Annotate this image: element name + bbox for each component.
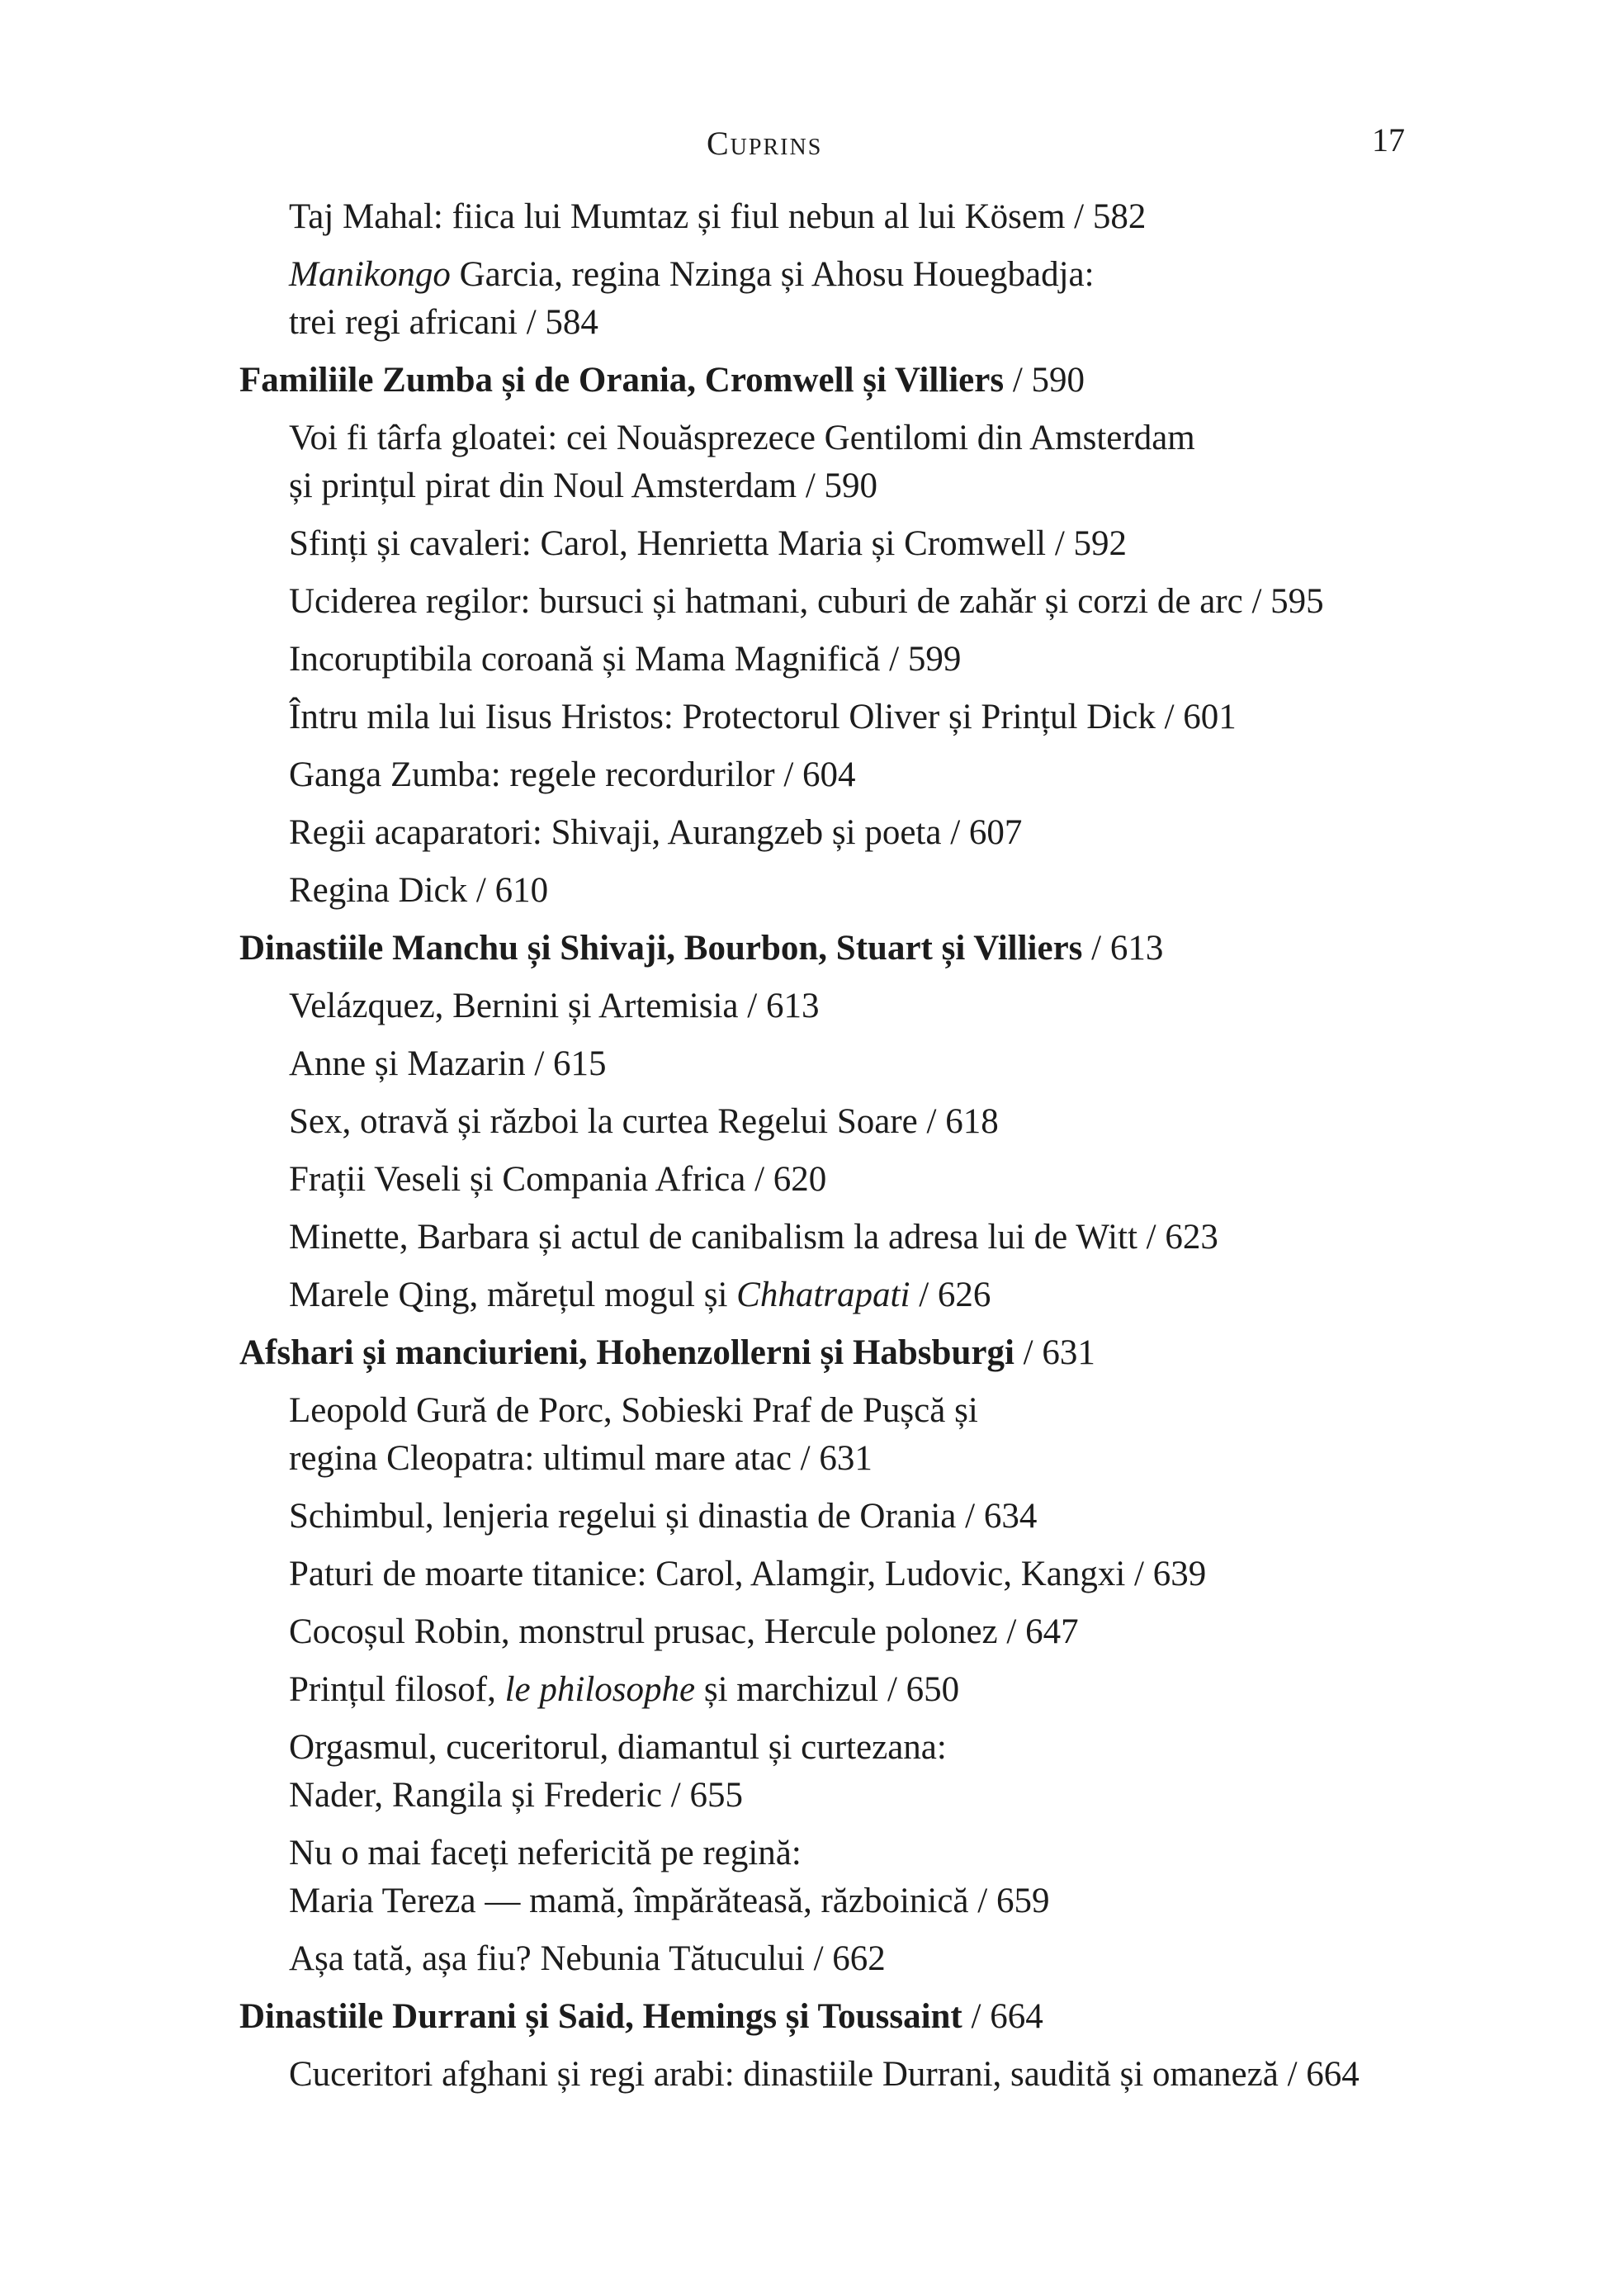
section-title: Dinastiile Manchu și Shivaji, Bourbon, Stuart și Villiers (239, 929, 1083, 968)
toc-line (289, 631, 1608, 689)
entry-text: Uciderea regilor: bursuci și hatmani, cuburi de zahăr și corzi de arc / 595 (289, 582, 1324, 621)
toc-line (289, 2046, 1608, 2104)
toc-subentry (0, 746, 1608, 804)
italic-text: Chhatrapati (736, 1276, 910, 1314)
toc-line (289, 1035, 1608, 1093)
toc-subentry (0, 188, 1608, 246)
entry-text: Voi fi târfa gloatei: cei Nouăsprezece Gentilomi din Amsterdam (289, 419, 1195, 457)
entry-text: Garcia, regina Nzinga și Ahosu Houegbadja: (450, 255, 1095, 294)
toc-subentry (0, 1930, 1608, 1988)
toc-line (289, 1877, 1608, 1925)
entry-text: Prințul filosof, (289, 1670, 505, 1709)
entry-text: Maria Tereza — mamă, împărăteasă, războinică / 659 (289, 1882, 1050, 1920)
page-number: 17 (1372, 121, 1405, 159)
table-of-contents (0, 188, 1608, 2104)
entry-text: Cuceritori afghani și regi arabi: dinastiile Durrani, saudită și omaneză / 664 (289, 2055, 1360, 2094)
toc-subentry (0, 689, 1608, 746)
entry-text: Velázquez, Bernini și Artemisia / 613 (289, 987, 820, 1025)
toc-line (289, 1772, 1608, 1820)
toc-line (289, 515, 1608, 573)
toc-subentry (0, 515, 1608, 573)
toc-line (289, 1209, 1608, 1266)
toc-line (289, 862, 1608, 920)
toc-line (289, 804, 1608, 862)
entry-text: Anne și Mazarin / 615 (289, 1044, 607, 1083)
toc-subentry (0, 1488, 1608, 1546)
toc-line (289, 1266, 1608, 1324)
running-title: Cuprins (707, 125, 823, 162)
entry-text: Nader, Rangila și Frederic / 655 (289, 1776, 743, 1815)
toc-subentry (0, 862, 1608, 920)
entry-text: Așa tată, așa fiu? Nebunia Tătucului / 662 (289, 1939, 886, 1978)
section-page-ref: / 631 (1014, 1333, 1095, 1372)
entry-text: Leopold Gură de Porc, Sobieski Praf de Pușcă și (289, 1391, 978, 1430)
toc-line (289, 573, 1608, 631)
toc-section-entry (0, 352, 1608, 409)
toc-subentry (0, 573, 1608, 631)
toc-line (289, 1830, 1608, 1877)
italic-text: Manikongo (289, 255, 451, 294)
entry-text: Sex, otravă și război la curtea Regelui Soare / 618 (289, 1102, 999, 1141)
toc-line (289, 746, 1608, 804)
entry-text: Orgasmul, cuceritorul, diamantul și curtezana: (289, 1728, 947, 1767)
toc-line (289, 1930, 1608, 1988)
entry-text: Cocoșul Robin, monstrul prusac, Hercule polonez / 647 (289, 1612, 1079, 1651)
entry-text: Schimbul, lenjeria regelui și dinastia de Orania / 634 (289, 1497, 1038, 1536)
section-title: Afshari și manciurieni, Hohenzollerni și Habsburgi (239, 1333, 1014, 1372)
toc-subentry (0, 1825, 1608, 1930)
section-title: Dinastiile Durrani și Said, Hemings și Toussaint (239, 1997, 962, 2036)
toc-subentry (0, 1151, 1608, 1209)
section-page-ref: / 590 (1004, 361, 1085, 400)
toc-subentry (0, 1661, 1608, 1719)
toc-section-entry (0, 1988, 1608, 2046)
entry-text: / 626 (910, 1276, 991, 1314)
toc-section-entry (0, 920, 1608, 978)
toc-line (289, 1546, 1608, 1603)
entry-text: Nu o mai faceți nefericită pe regină: (289, 1834, 802, 1872)
entry-text: Regii acaparatori: Shivaji, Aurangzeb și poeta / 607 (289, 813, 1023, 852)
toc-subentry (0, 1266, 1608, 1324)
entry-text: Ganga Zumba: regele recordurilor / 604 (289, 755, 856, 794)
entry-text: Incoruptibila coroană și Mama Magnifică / 599 (289, 640, 962, 679)
entry-text: și marchizul / 650 (695, 1670, 960, 1709)
toc-subentry (0, 1382, 1608, 1488)
toc-line (289, 299, 1608, 347)
entry-text: și prințul pirat din Noul Amsterdam / 590 (289, 466, 878, 505)
running-head (0, 121, 1608, 165)
toc-subentry (0, 631, 1608, 689)
toc-line (289, 1387, 1608, 1435)
toc-line (289, 1435, 1608, 1483)
toc-subentry (0, 804, 1608, 862)
section-page-ref: / 613 (1082, 929, 1164, 968)
toc-line (289, 251, 1608, 299)
entry-text: Întru mila lui Iisus Hristos: Protectorul Oliver și Prințul Dick / 601 (289, 698, 1237, 736)
section-title: Familiile Zumba și de Orania, Cromwell și Villiers (239, 361, 1005, 400)
toc-line (289, 1603, 1608, 1661)
toc-line (289, 978, 1608, 1035)
toc-subentry (0, 978, 1608, 1035)
toc-subentry (0, 409, 1608, 515)
toc-subentry (0, 1719, 1608, 1825)
toc-line (289, 414, 1608, 462)
entry-text: Regina Dick / 610 (289, 871, 549, 910)
toc-subentry (0, 1209, 1608, 1266)
toc-line (289, 689, 1608, 746)
toc-line (289, 1488, 1608, 1546)
entry-text: trei regi africani / 584 (289, 303, 598, 342)
toc-subentry (0, 2046, 1608, 2104)
toc-line (289, 462, 1608, 510)
entry-text: Frații Veseli și Compania Africa / 620 (289, 1160, 827, 1199)
toc-line (289, 1724, 1608, 1772)
entry-text: Paturi de moarte titanice: Carol, Alamgir, Ludovic, Kangxi / 639 (289, 1555, 1207, 1593)
entry-text: Taj Mahal: fiica lui Mumtaz și fiul nebun al lui Kösem / 582 (289, 197, 1147, 236)
toc-line (289, 1093, 1608, 1151)
toc-subentry (0, 1603, 1608, 1661)
toc-subentry (0, 1035, 1608, 1093)
italic-text: le philosophe (504, 1670, 696, 1709)
toc-line (289, 188, 1608, 246)
entry-text: regina Cleopatra: ultimul mare atac / 631 (289, 1439, 873, 1478)
toc-line (289, 1661, 1608, 1719)
toc-line (289, 1151, 1608, 1209)
entry-text: Sfinți și cavaleri: Carol, Henrietta Maria și Cromwell / 592 (289, 524, 1128, 563)
entry-text: Marele Qing, mărețul mogul și (289, 1276, 737, 1314)
toc-subentry (0, 246, 1608, 352)
section-page-ref: / 664 (962, 1997, 1043, 2036)
toc-section-entry (0, 1324, 1608, 1382)
entry-text: Minette, Barbara și actul de canibalism la adresa lui de Witt / 623 (289, 1218, 1218, 1257)
toc-subentry (0, 1093, 1608, 1151)
toc-subentry (0, 1546, 1608, 1603)
